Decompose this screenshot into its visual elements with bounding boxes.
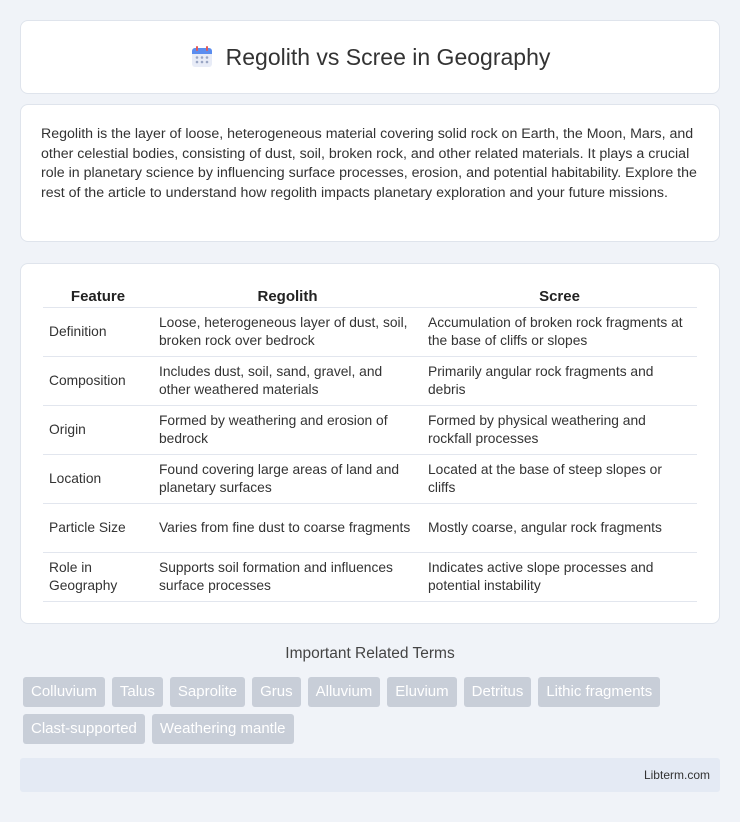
tag-talus[interactable]: Talus [112, 677, 163, 707]
row-scree: Formed by physical weathering and rockfall processes [422, 406, 697, 455]
tag-saprolite[interactable]: Saprolite [170, 677, 245, 707]
header-feature: Feature [43, 284, 153, 308]
tag-detritus[interactable]: Detritus [464, 677, 532, 707]
row-feature: Definition [43, 308, 153, 357]
row-regolith: Found covering large areas of land and planetary surfaces [153, 455, 422, 504]
tag-colluvium[interactable]: Colluvium [23, 677, 105, 707]
table-header-row [43, 284, 697, 308]
header-scree: Scree [422, 284, 697, 308]
tag-clast-supported[interactable]: Clast-supported [23, 714, 145, 744]
footer-site-link[interactable]: Libterm.com [643, 768, 710, 782]
row-feature: Role in Geography [43, 553, 153, 602]
header-regolith: Regolith [153, 284, 422, 308]
table-row [43, 357, 697, 406]
row-scree: Accumulation of broken rock fragments at the base of cliffs or slopes [422, 308, 697, 357]
row-feature: Location [43, 455, 153, 504]
row-regolith: Loose, heterogeneous layer of dust, soil, broken rock over bedrock [153, 308, 422, 357]
row-regolith: Includes dust, soil, sand, gravel, and other weathered materials [153, 357, 422, 406]
row-scree: Primarily angular rock fragments and debris [422, 357, 697, 406]
related-terms-list [23, 677, 723, 744]
tag-weathering-mantle[interactable]: Weathering mantle [152, 714, 294, 744]
table-row [43, 406, 697, 455]
row-feature: Particle Size [43, 504, 153, 553]
page-footer [20, 758, 720, 792]
tag-eluvium[interactable]: Eluvium [387, 677, 456, 707]
row-scree: Located at the base of steep slopes or cliffs [422, 455, 697, 504]
row-scree: Indicates active slope processes and potential instability [422, 553, 697, 602]
row-feature: Composition [43, 357, 153, 406]
row-regolith: Varies from fine dust to coarse fragments [153, 504, 422, 553]
intro-text: Regolith is the layer of loose, heterogeneous material covering solid rock on Earth, the Moon, Mars, and other celestial bodies, consisting of dust, soil, broken rock, and other related materials. It plays a crucial role in planetary science by influencing surface processes, erosion, and potential habitability. Explore the rest of the article to understand how regolith impacts planetary exploration and your future missions. [41, 126, 697, 201]
table-row [43, 455, 697, 504]
row-scree: Mostly coarse, angular rock fragments [422, 504, 697, 553]
row-regolith: Formed by weathering and erosion of bedrock [153, 406, 422, 455]
tag-alluvium[interactable]: Alluvium [308, 677, 381, 707]
tag-grus[interactable]: Grus [252, 677, 301, 707]
related-terms-title: Important Related Terms [285, 645, 455, 662]
page-header [20, 20, 720, 94]
table-row [43, 504, 697, 553]
tag-lithic-fragments[interactable]: Lithic fragments [538, 677, 660, 707]
table-row [43, 308, 697, 357]
comparison-table-card [20, 263, 720, 624]
table-row [43, 553, 697, 602]
row-regolith: Supports soil formation and influences surface processes [153, 553, 422, 602]
calendar-icon [190, 45, 214, 69]
page-title: Regolith vs Scree in Geography [225, 43, 551, 70]
row-feature: Origin [43, 406, 153, 455]
intro-section [20, 104, 720, 242]
comparison-table [43, 284, 697, 602]
